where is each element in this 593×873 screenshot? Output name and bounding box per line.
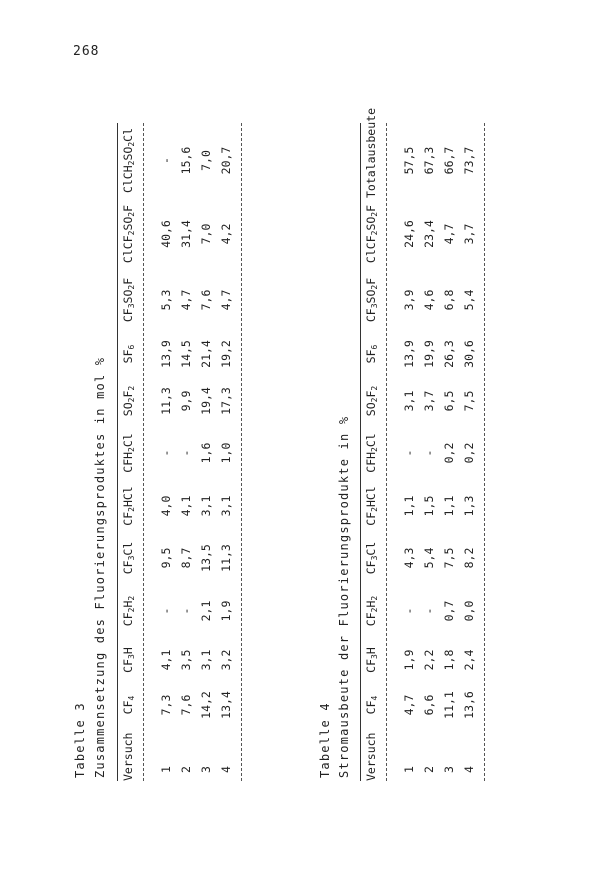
table-cell: 1: [159, 766, 173, 773]
table-cell: -: [402, 607, 416, 615]
table-cell: 1,1: [402, 495, 416, 517]
table-top-rule: [117, 123, 118, 781]
table-cell: 3,1: [402, 390, 416, 412]
table-cell: 1: [402, 766, 416, 773]
table-cell: 6,8: [442, 289, 456, 311]
table-cell: 7,0: [199, 223, 213, 245]
header-cell: $SO_2F_2$: [364, 385, 379, 417]
table-cell: 3,9: [402, 289, 416, 311]
table-cell: 23,4: [422, 220, 436, 248]
table-cell: 7,6: [199, 289, 213, 311]
table-cell: 40,6: [159, 220, 173, 248]
table-cell: 4: [462, 766, 476, 773]
table3-title: Tabelle 3: [73, 702, 87, 778]
header-cell: $CF_3H$: [364, 647, 379, 673]
table-cell: 4,7: [219, 289, 233, 311]
table-cell: 0,2: [462, 442, 476, 464]
table-cell: 3: [199, 766, 213, 773]
header-cell: $SO_2F_2$: [121, 385, 136, 417]
header-cell: $ClCF_2SO_2F$: [121, 204, 136, 264]
table-header-separator: [386, 123, 387, 781]
header-cell: $CF_2H_2$: [364, 595, 379, 627]
table-cell: 14,2: [199, 691, 213, 719]
table-cell: -: [402, 449, 416, 457]
table-cell: 73,7: [462, 146, 476, 175]
table-cell: 3,1: [199, 649, 213, 671]
table-cell: 13,5: [199, 544, 213, 572]
table-cell: 0,2: [442, 442, 456, 464]
table-cell: 3,7: [462, 223, 476, 245]
table-row: [179, 123, 199, 781]
table-cell: -: [422, 607, 436, 615]
table-cell: 66,7: [442, 146, 456, 175]
header-cell: $ClCH_2SO_2Cl$: [121, 127, 136, 194]
table-row: [159, 123, 179, 781]
table-cell: 1,8: [442, 649, 456, 671]
table-cell: 4,7: [179, 289, 193, 311]
header-cell: Versuch: [364, 732, 378, 781]
table-row: [442, 123, 462, 781]
header-cell: Totalausbeute: [364, 107, 378, 198]
table-cell: 4,7: [442, 223, 456, 245]
table-cell: 7,5: [462, 390, 476, 412]
table-cell: 31,4: [179, 220, 193, 248]
header-cell: $CF_2H_2$: [121, 595, 136, 627]
table-cell: 7,0: [199, 150, 213, 171]
table-cell: 8,2: [462, 547, 476, 569]
header-cell: $CFH_2Cl$: [121, 433, 136, 473]
table-cell: 2,1: [199, 600, 213, 622]
table-cell: 1,1: [442, 495, 456, 517]
table-cell: 4: [219, 766, 233, 773]
table-cell: 26,3: [442, 340, 456, 368]
header-cell: $CF_3H$: [121, 647, 136, 673]
header-cell: $CF_4$: [121, 695, 136, 715]
table4: [360, 107, 492, 781]
header-cell: $CFH_2Cl$: [364, 433, 379, 473]
table-cell: 5,4: [422, 547, 436, 569]
table-cell: 3,1: [219, 495, 233, 517]
table-cell: 19,2: [219, 340, 233, 368]
table4-subtitle: Stromausbeute der Fluorierungsprodukte in %: [337, 415, 351, 778]
table-cell: 2,2: [422, 649, 436, 671]
table-cell: 3,2: [219, 649, 233, 671]
table-cell: 4,2: [219, 223, 233, 245]
table-cell: 57,5: [402, 146, 416, 175]
table-cell: 4,0: [159, 495, 173, 517]
table-row: [402, 123, 422, 781]
table-cell: 6,5: [442, 390, 456, 412]
table-cell: 24,6: [402, 220, 416, 248]
table3-subtitle: Zusammensetzung des Fluorierungsproduktes in mol %: [93, 356, 107, 778]
table-bottom-rule: [241, 123, 242, 781]
table-cell: 17,3: [219, 387, 233, 415]
header-cell: Versuch: [121, 732, 135, 781]
table-cell: 6,6: [422, 694, 436, 716]
header-cell: $SF_6$: [121, 344, 136, 364]
table-header-row: [364, 107, 384, 781]
table-cell: 19,9: [422, 340, 436, 368]
table-cell: 8,7: [179, 547, 193, 569]
table-cell: -: [159, 157, 173, 164]
table-header-row: [121, 123, 141, 781]
table3: [117, 123, 249, 781]
table-cell: 1,3: [462, 495, 476, 517]
table-cell: 1,9: [219, 600, 233, 622]
table-cell: 7,6: [179, 694, 193, 716]
table-cell: 11,3: [219, 544, 233, 572]
table-cell: 3,7: [422, 390, 436, 412]
table-cell: 19,4: [199, 387, 213, 415]
table-cell: 13,4: [219, 691, 233, 719]
header-cell: $CF_2HCl$: [121, 486, 136, 526]
table-cell: 1,9: [402, 649, 416, 671]
header-cell: $CF_3Cl$: [121, 541, 136, 575]
table-row: [219, 123, 239, 781]
table-row: [462, 123, 482, 781]
table-cell: 2,4: [462, 649, 476, 671]
table-row: [422, 123, 442, 781]
table-cell: 3,5: [179, 649, 193, 671]
table-cell: 11,1: [442, 691, 456, 719]
table-cell: 4,3: [402, 547, 416, 569]
table-cell: 30,6: [462, 340, 476, 368]
table-header-separator: [143, 123, 144, 781]
table-cell: 67,3: [422, 146, 436, 175]
table-cell: 1,0: [219, 442, 233, 464]
table-cell: 5,4: [462, 289, 476, 311]
table-cell: 9,9: [179, 390, 193, 412]
table-cell: 1,6: [199, 442, 213, 464]
table-cell: 5,3: [159, 289, 173, 311]
table-cell: 20,7: [219, 146, 233, 175]
table4-title: Tabelle 4: [318, 702, 332, 778]
table-cell: 2: [422, 766, 436, 773]
header-cell: $CF_3SO_2F$: [364, 277, 379, 323]
table-cell: 21,4: [199, 340, 213, 368]
table-row: [199, 123, 219, 781]
table-cell: -: [159, 607, 173, 615]
table-cell: 14,5: [179, 340, 193, 368]
table-bottom-rule: [484, 123, 485, 781]
table-cell: 7,5: [442, 547, 456, 569]
table-cell: 4,7: [402, 694, 416, 716]
table-cell: 11,3: [159, 387, 173, 415]
header-cell: $CF_4$: [364, 695, 379, 715]
table-cell: 2: [179, 766, 193, 773]
table-cell: -: [179, 449, 193, 457]
table-top-rule: [360, 123, 361, 781]
header-cell: $CF_3Cl$: [364, 541, 379, 575]
header-cell: $SF_6$: [364, 344, 379, 364]
table-cell: 13,6: [462, 691, 476, 719]
table-cell: 4,1: [179, 495, 193, 517]
header-cell: $CF_2HCl$: [364, 486, 379, 526]
table-cell: 0,7: [442, 600, 456, 622]
table-cell: 13,9: [402, 340, 416, 368]
table-cell: 3: [442, 766, 456, 773]
table-cell: -: [179, 607, 193, 615]
table-cell: 7,3: [159, 694, 173, 716]
header-cell: $CF_3SO_2F$: [121, 277, 136, 323]
table-cell: 1,5: [422, 495, 436, 517]
table-cell: 13,9: [159, 340, 173, 368]
table-cell: 0,0: [462, 600, 476, 622]
page-number: 268: [73, 44, 100, 59]
table-cell: -: [159, 449, 173, 457]
table-cell: 9,5: [159, 547, 173, 569]
table-cell: -: [422, 449, 436, 457]
header-cell: $ClCF_2SO_2F$: [364, 204, 379, 264]
table-cell: 4,6: [422, 289, 436, 311]
table-cell: 3,1: [199, 495, 213, 517]
table-cell: 4,1: [159, 649, 173, 671]
table-cell: 15,6: [179, 146, 193, 175]
